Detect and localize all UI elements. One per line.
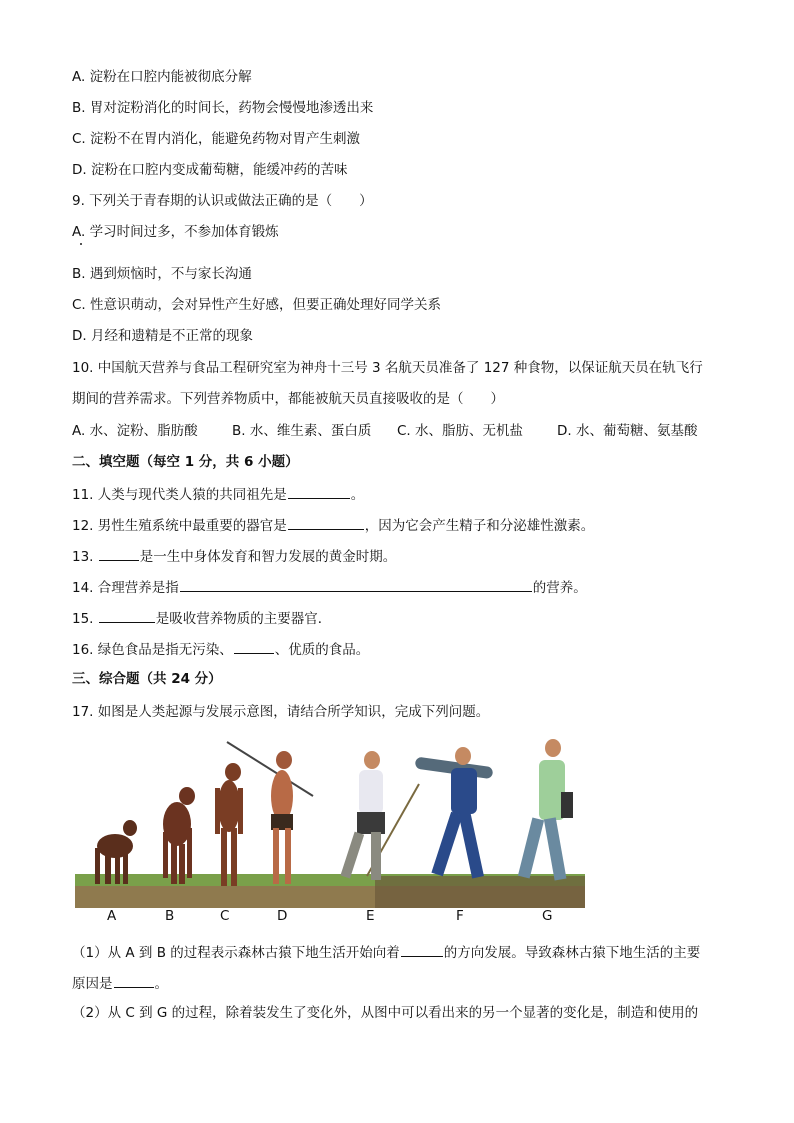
q16-pre: 16. 绿色食品是指无污染、 (72, 642, 233, 658)
scan-dot (80, 243, 82, 245)
q16-blank[interactable] (234, 639, 274, 654)
q8-option-b: B. 胃对淀粉消化的时间长，药物会慢慢地渗透出来 (72, 100, 374, 116)
q15-blank[interactable] (99, 608, 155, 623)
figure-label-d: D (277, 908, 288, 924)
q17-sub1-blank2[interactable] (114, 973, 154, 988)
q17-sub1-blank1[interactable] (401, 942, 443, 957)
figure-label-f: F (456, 908, 464, 924)
q11 (72, 484, 364, 504)
figure-label-g: G (542, 908, 553, 924)
q9-option-c: C. 性意识萌动，会对异性产生好感，但要正确处理好同学关系 (72, 297, 442, 313)
figure-label-b: B (165, 908, 175, 924)
q10-option-a: A. 水、淀粉、脂肪酸 (72, 423, 198, 439)
q12-post: ，因为它会产生精子和分泌雄性激素。 (364, 518, 595, 534)
q11-post: 。 (350, 487, 365, 503)
q17-sub2-line1: （2）从 C 到 G 的过程，除着装发生了变化外，从图中可以看出来的另一个显著的变化是，制造和使用的 (72, 1005, 699, 1021)
q17-sub1-pre: （1）从 A 到 B 的过程表示森林古猿下地生活开始向着 (72, 945, 400, 961)
q13 (72, 546, 396, 566)
q16-post: 、优质的食品。 (274, 642, 370, 658)
q14-blank[interactable] (180, 577, 532, 592)
q14-pre: 14. 合理营养是指 (72, 580, 179, 596)
q17-sub1-post: 的方向发展。导致森林古猿下地生活的主要 (443, 945, 701, 961)
q8-option-d: D. 淀粉在口腔内变成葡萄糖，能缓冲药的苦味 (72, 162, 348, 178)
q9-stem: 9. 下列关于青春期的认识或做法正确的是（ ） (72, 193, 373, 209)
q10-option-b: B. 水、维生素、蛋白质 (232, 423, 372, 439)
q13-blank[interactable] (99, 546, 139, 561)
q14-post: 的营养。 (532, 580, 587, 596)
q9-option-a: A. 学习时间过多，不参加体育锻炼 (72, 224, 279, 240)
q16 (72, 639, 369, 659)
figure-label-c: C (220, 908, 230, 924)
section2-title: 二、填空题（每空 1 分，共 6 小题） (72, 454, 299, 470)
q13-post: 是一生中身体发育和智力发展的黄金时期。 (139, 549, 397, 565)
q10-option-c: C. 水、脂肪、无机盐 (397, 423, 524, 439)
figure-labels (0, 908, 794, 928)
q17-sub1-line2 (72, 973, 168, 993)
q17-sub1-line1 (72, 942, 700, 962)
q14 (72, 577, 587, 597)
q15-post: 是吸收营养物质的主要器官． (155, 611, 332, 627)
q8-option-a: A. 淀粉在口腔内能被彻底分解 (72, 69, 252, 85)
q12-pre: 12. 男性生殖系统中最重要的器官是 (72, 518, 287, 534)
q12-blank[interactable] (288, 515, 364, 530)
q8-option-c: C. 淀粉不在胃内消化，能避免药物对胃产生刺激 (72, 131, 361, 147)
q11-blank[interactable] (288, 484, 350, 499)
q10-stem-line2: 期间的营养需求。下列营养物质中，都能被航天员直接吸收的是（ ） (72, 391, 504, 407)
q12 (72, 515, 594, 535)
q10-option-d: D. 水、葡萄糖、氨基酸 (557, 423, 698, 439)
q9-option-b: B. 遇到烦恼时，不与家长沟通 (72, 266, 252, 282)
q15 (72, 608, 331, 628)
q13-pre: 13. (72, 549, 98, 565)
q11-pre: 11. 人类与现代类人猿的共同祖先是 (72, 487, 287, 503)
q9-option-d: D. 月经和遗精是不正常的现象 (72, 328, 253, 344)
human-evolution-figure (75, 736, 585, 908)
figure-label-a: A (107, 908, 117, 924)
section3-title: 三、综合题（共 24 分） (72, 671, 222, 687)
q15-pre: 15. (72, 611, 98, 627)
figure-label-e: E (366, 908, 375, 924)
q17-sub1-line2-pre: 原因是 (72, 976, 113, 992)
q10-stem-line1: 10. 中国航天营养与食品工程研究室为神舟十三号 3 名航天员准备了 127 种食物，以保证航天员在轨飞行 (72, 360, 703, 376)
q17-stem: 17. 如图是人类起源与发展示意图，请结合所学知识，完成下列问题。 (72, 704, 490, 720)
q17-sub1-line2-post: 。 (154, 976, 168, 992)
